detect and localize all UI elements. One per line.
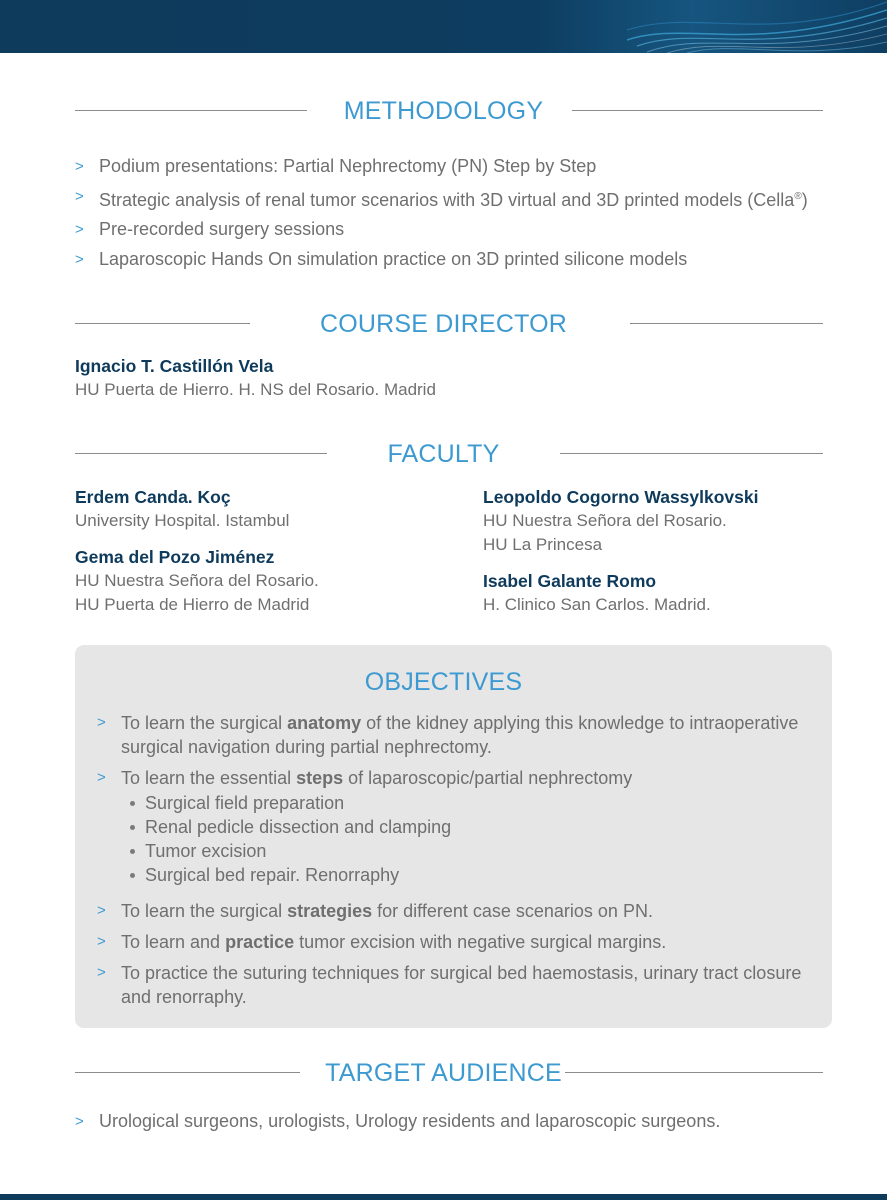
person-affiliation: H. Clinico San Carlos. Madrid. bbox=[483, 595, 711, 614]
chevron-right-icon: > bbox=[75, 250, 84, 268]
person-name: Erdem Canda. Koç bbox=[75, 487, 231, 507]
course-director-heading bbox=[0, 307, 887, 341]
list-item: > Laparoscopic Hands On simulation practice on 3D printed silicone models bbox=[75, 245, 808, 275]
chevron-right-icon: > bbox=[75, 187, 84, 205]
faculty-column-left bbox=[75, 485, 319, 617]
objectives-list bbox=[97, 711, 817, 1016]
chevron-right-icon: > bbox=[97, 964, 106, 981]
person-name: Gema del Pozo Jiménez bbox=[75, 547, 275, 567]
person-affiliation: HU Nuestra Señora del Rosario. bbox=[483, 511, 727, 530]
bullet-dot-icon bbox=[130, 849, 135, 854]
person-affiliation: HU Puerta de Hierro. H. NS del Rosario. Madrid bbox=[75, 380, 436, 399]
heading-rule-right bbox=[560, 453, 823, 454]
list-item: > To learn the essential steps of laparoscopic/partial nephrectomy Surgical field preparation Renal pedicle dissection and clamping Tumor excision Surgical bed repair. Renorraphy bbox=[97, 766, 817, 887]
chevron-right-icon: > bbox=[97, 933, 106, 950]
bullet-dot-icon bbox=[130, 873, 135, 878]
methodology-list bbox=[75, 152, 808, 274]
bullet-dot-icon bbox=[130, 825, 135, 830]
methodology-heading bbox=[0, 94, 887, 128]
target-audience-list bbox=[75, 1107, 720, 1137]
chevron-right-icon: > bbox=[75, 221, 84, 238]
list-item: > Podium presentations: Partial Nephrectomy (PN) Step by Step bbox=[75, 152, 808, 182]
list-item: > To learn and practice tumor excision with negative surgical margins. bbox=[97, 932, 667, 952]
course-director bbox=[75, 354, 436, 402]
faculty-heading bbox=[0, 437, 887, 471]
sub-list-item: Surgical bed repair. Renorraphy bbox=[121, 863, 817, 887]
list-item: > To learn the surgical strategies for different case scenarios on PN. bbox=[97, 901, 653, 921]
section-title: METHODOLOGY bbox=[343, 97, 544, 125]
person-affiliation: HU Nuestra Señora del Rosario. bbox=[75, 571, 319, 590]
sub-list-item: Surgical field preparation bbox=[121, 791, 817, 815]
objectives-heading bbox=[0, 665, 887, 699]
person-name: Ignacio T. Castillón Vela bbox=[75, 356, 274, 376]
sub-list-item: Renal pedicle dissection and clamping bbox=[121, 815, 817, 839]
list-item: > Strategic analysis of renal tumor scenarios with 3D virtual and 3D printed models (Cella®) bbox=[75, 182, 808, 216]
heading-rule-right bbox=[630, 323, 823, 324]
heading-rule-right bbox=[565, 1072, 823, 1073]
section-title: COURSE DIRECTOR bbox=[319, 310, 567, 338]
person-name: Isabel Galante Romo bbox=[483, 571, 657, 591]
list-item: > To learn the surgical anatomy of the kidney applying this knowledge to intraoperative surgical navigation during partial nephrectomy. bbox=[97, 713, 799, 757]
chevron-right-icon: > bbox=[97, 714, 106, 731]
target-audience-heading bbox=[0, 1056, 887, 1090]
heading-rule-right bbox=[572, 110, 823, 111]
bullet-dot-icon bbox=[130, 801, 135, 806]
top-banner bbox=[0, 0, 887, 53]
person-affiliation: HU La Princesa bbox=[483, 535, 603, 554]
person-name: Leopoldo Cogorno Wassylkovski bbox=[483, 487, 759, 507]
sub-list-item: Tumor excision bbox=[121, 839, 817, 863]
person-affiliation: University Hospital. Istambul bbox=[75, 511, 290, 530]
chevron-right-icon: > bbox=[75, 1113, 84, 1130]
section-title: FACULTY bbox=[387, 440, 500, 468]
person-affiliation: HU Puerta de Hierro de Madrid bbox=[75, 595, 310, 614]
chevron-right-icon: > bbox=[97, 769, 106, 786]
section-title: TARGET AUDIENCE bbox=[325, 1059, 562, 1087]
list-item: > Urological surgeons, urologists, Urology residents and laparoscopic surgeons. bbox=[75, 1107, 720, 1137]
bottom-rule bbox=[0, 1194, 887, 1200]
chevron-right-icon: > bbox=[75, 158, 84, 175]
steps-sublist bbox=[121, 791, 817, 887]
faculty-column-right bbox=[483, 485, 759, 617]
chevron-right-icon: > bbox=[97, 902, 106, 919]
section-title: OBJECTIVES bbox=[364, 668, 523, 696]
registered-mark: ® bbox=[794, 190, 802, 202]
wave-lines-decoration bbox=[627, 0, 887, 53]
list-item: > To practice the suturing techniques for surgical bed haemostasis, urinary tract closure and renorraphy. bbox=[97, 963, 802, 1007]
list-item: > Pre-recorded surgery sessions bbox=[75, 215, 808, 245]
